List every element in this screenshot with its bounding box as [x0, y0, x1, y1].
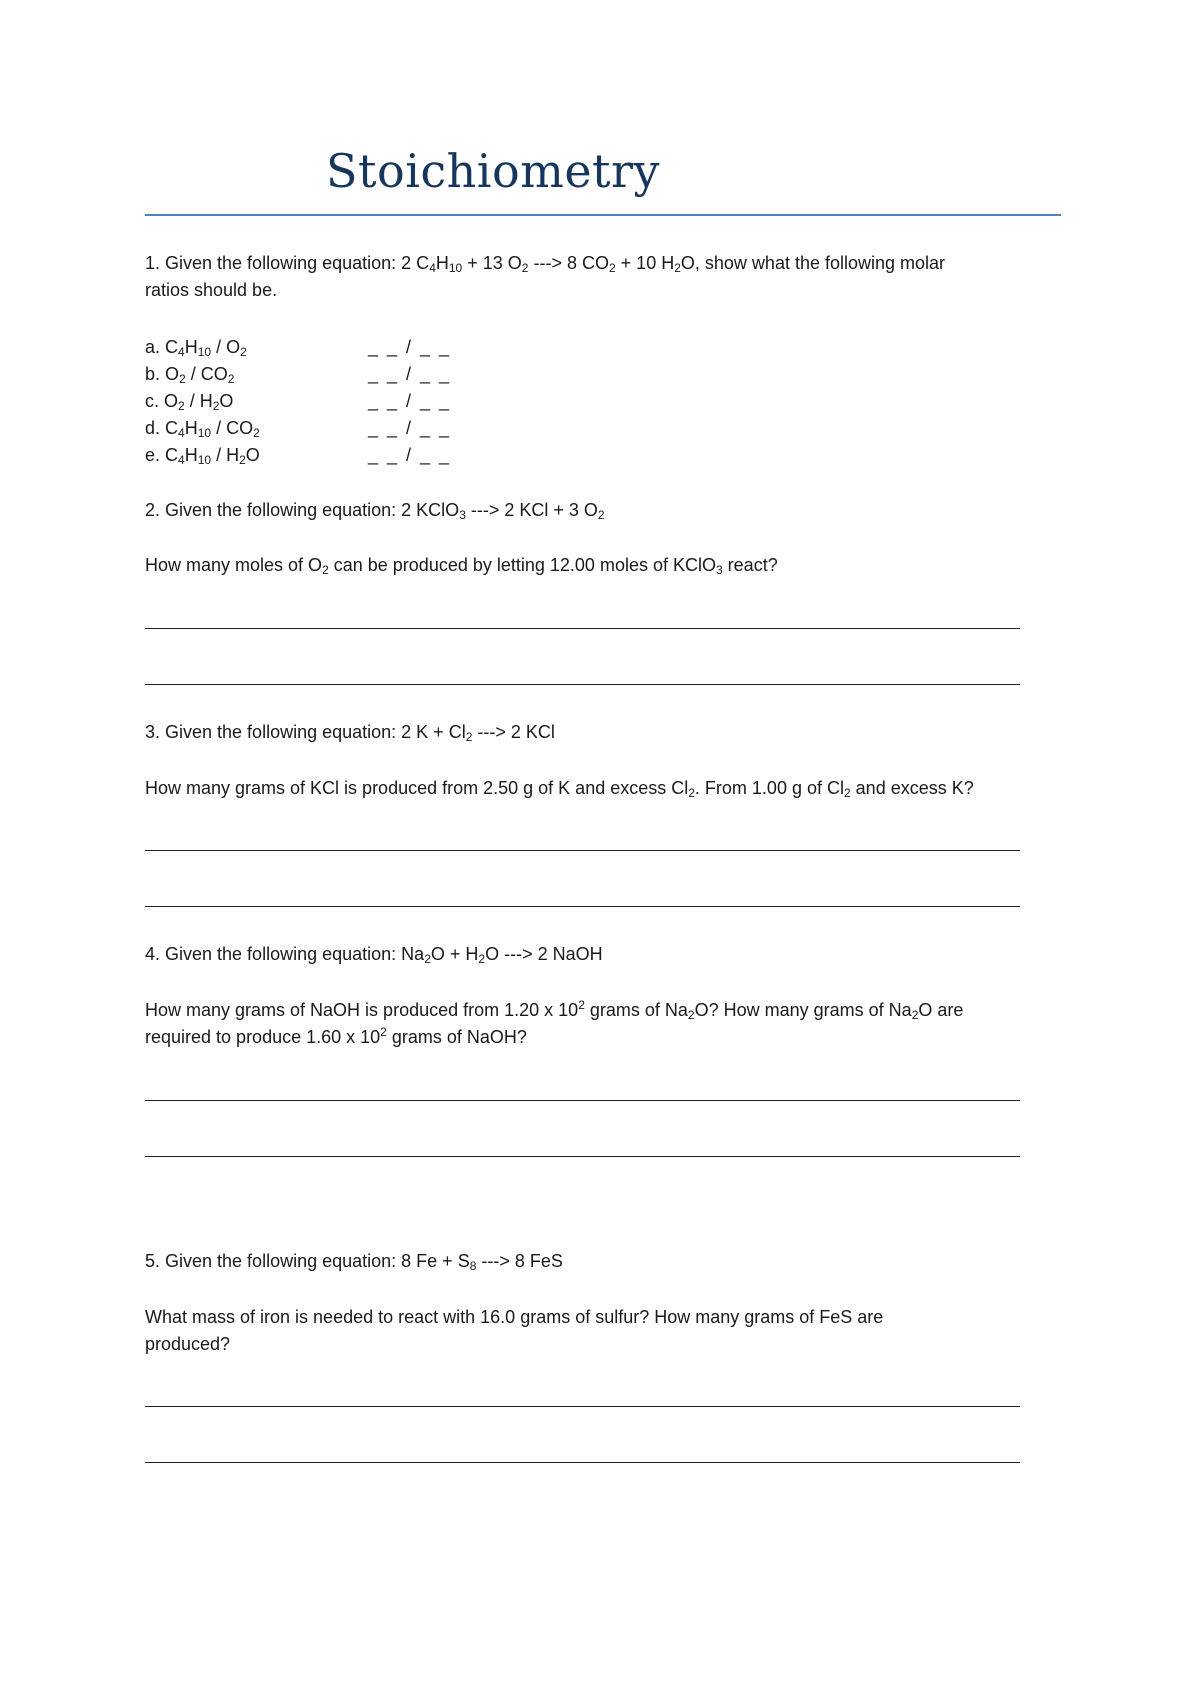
q5-question-line-1: What mass of iron is needed to react with 16.0 grams of sulfur? How many grams of FeS are [145, 1307, 884, 1327]
q1-equation: 1. Given the following equation: 2 $C_4H_{10} + 13$ $O_2$ ---> 8 $CO_2 + 10$ $H_2O$, show what the following molar [145, 253, 946, 275]
q2-question: How many moles of $O_2$ can be produced by letting 12.00 moles of KClO$_3$ react? [145, 555, 778, 577]
q5-equation: 5. Given the following equation: 8 $Fe + S_8$ ---> 8 FeS [145, 1251, 563, 1273]
q4-question-line-1: How many grams of NaOH is produced from 1.20 x $10^2$ grams of $Na_2O$? How many grams of $Na_2O$ are [145, 998, 964, 1022]
page-title: Stoichiometry [326, 144, 661, 198]
q5-answer-line-2[interactable] [145, 1462, 1020, 1463]
q4-answer-line-2[interactable] [145, 1156, 1020, 1157]
q1-equation-cont: ratios should be. [145, 280, 278, 300]
q1-ratio-d: d. $C_4H_{10} / CO_2$ [145, 418, 260, 440]
q1-ratio-d-blank[interactable]: _ _ / _ _ [368, 418, 452, 438]
q1-ratio-c: c. $O_2 / H_2O$ [145, 391, 234, 413]
q4-answer-line-1[interactable] [145, 1100, 1020, 1101]
q4-equation: 4. Given the following equation: $Na_2O + H_2O$ ---> 2 NaOH [145, 944, 603, 966]
q1-ratio-b-blank[interactable]: _ _ / _ _ [368, 364, 452, 384]
q2-equation: 2. Given the following equation: 2 KClO$_3$ ---> 2 KCl + 3 $O_2$ [145, 500, 605, 522]
q3-answer-line-2[interactable] [145, 906, 1020, 907]
q2-answer-line-2[interactable] [145, 684, 1020, 685]
q2-answer-line-1[interactable] [145, 628, 1020, 629]
q4-question-line-2: required to produce 1.60 x $10^2$ grams of NaOH? [145, 1025, 527, 1047]
q1-ratio-a-blank[interactable]: _ _ / _ _ [368, 337, 452, 357]
q3-question: How many grams of KCl is produced from 2.50 g of K and excess $Cl_2$. From 1.00 g of $Cl_2$ and excess K? [145, 778, 974, 800]
q3-answer-line-1[interactable] [145, 850, 1020, 851]
q5-answer-line-1[interactable] [145, 1406, 1020, 1407]
q1-ratio-c-blank[interactable]: _ _ / _ _ [368, 391, 452, 411]
q5-question-line-2: produced? [145, 1334, 231, 1354]
title-underline [145, 214, 1061, 216]
q3-equation: 3. Given the following equation: 2 $K + Cl_2$ ---> 2 KCl [145, 722, 555, 744]
q1-ratio-e: e. $C_4H_{10} / H_2O$ [145, 445, 260, 467]
q1-ratio-b: b. $O_2 / CO_2$ [145, 364, 235, 386]
q1-ratio-a: a. $C_4H_{10} / O_2$ [145, 337, 247, 359]
q1-ratio-e-blank[interactable]: _ _ / _ _ [368, 445, 452, 465]
